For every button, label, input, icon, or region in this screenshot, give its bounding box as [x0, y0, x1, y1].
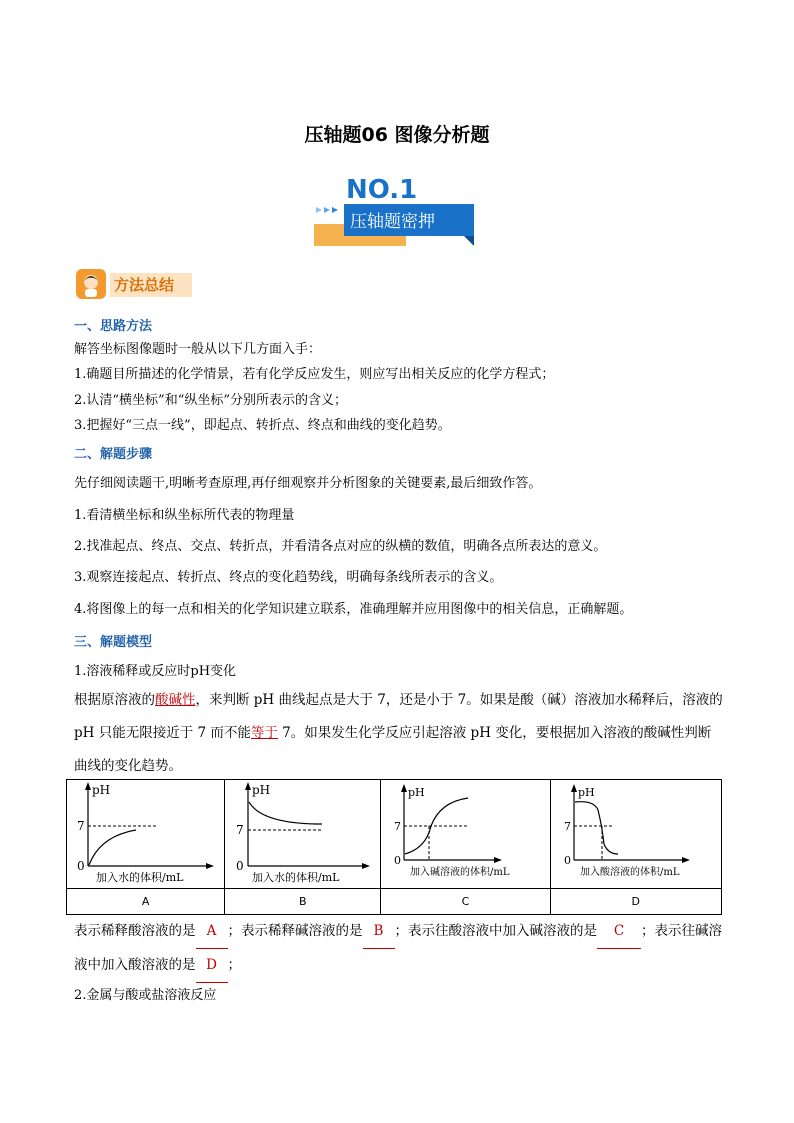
chart-a-zero: 0: [76, 859, 85, 873]
chart-c-letter: C: [381, 888, 549, 914]
banner-graphic: [314, 174, 480, 248]
s1-intro: 解答坐标图像题时一般从以下几方面入手：: [74, 342, 322, 357]
banner-no: NO.1: [346, 175, 418, 205]
page-title: 压轴题06 图像分析题: [304, 124, 490, 146]
heading-thinking-method: 一、思路方法: [74, 319, 153, 334]
chart-c-xlabel: 加入碱溶液的体积/mL: [410, 867, 510, 878]
ph-paragraph: 根据原溶液的酸碱性，来判断 pH 曲线起点是大于 7，还是小于 7。如果是酸（碱）溶液加水稀释后，溶液的 pH 只能无限接近于 7 而不能等于 7。如果发生化学反应引起溶液 pH 变化，要根据加入溶液的酸碱性判断曲线的变化趋势。: [74, 692, 723, 774]
chart-b: [232, 780, 374, 884]
chart-a-ylabel: pH: [91, 783, 110, 797]
chart-a: [74, 780, 218, 884]
chart-c-seven: 7: [394, 820, 402, 833]
chart-a-letter: A: [67, 888, 224, 914]
underline-acid-base: 酸碱性: [155, 692, 196, 708]
chart-c-ylabel: pH: [408, 786, 426, 799]
chart-b-seven: 7: [235, 823, 244, 837]
chart-cell-a: [67, 780, 225, 915]
s2-item-2: 2.找准起点、终点、交点、转折点，并看清各点对应的纵横的数值，明确各点所表达的意义。: [74, 539, 607, 554]
chart-c: [388, 780, 542, 884]
chart-d: [558, 780, 714, 884]
answer-blank-c: C: [597, 915, 641, 949]
heading-solving-model: 三、解题模型: [74, 635, 153, 650]
chart-b-letter: B: [225, 888, 380, 914]
underline-equal: 等于: [250, 725, 278, 741]
banner-label: 压轴题密押: [350, 212, 435, 232]
answer-blank-d: D: [196, 949, 228, 983]
s2-intro: 先仔细阅读题干,明晰考查原理,再仔细观察并分析图象的关键要素,最后细致作答。: [74, 476, 542, 491]
chart-d-seven: 7: [563, 820, 571, 833]
s2-item-3: 3.观察连接起点、转折点、终点的变化趋势线，明确每条线所表示的含义。: [74, 570, 503, 585]
chart-b-ylabel: pH: [251, 783, 270, 797]
chart-cell-d: [550, 780, 721, 915]
teacher-icon: [76, 269, 106, 299]
answer-blank-b: B: [363, 915, 395, 949]
heading-solving-steps: 二、解题步骤: [74, 447, 153, 462]
answer-paragraph: 表示稀释酸溶液的是 A ；表示稀释碱溶液的是 B ；表示往酸溶液中加入碱溶液的是 C ；表示往碱溶液中加入酸溶液的是 D ；: [74, 915, 724, 983]
no1-banner: [314, 174, 480, 248]
chart-cell-c: [381, 780, 550, 915]
chart-b-xlabel: 加入水的体积/mL: [251, 871, 340, 884]
chart-d-ylabel: pH: [577, 786, 595, 799]
chart-d-letter: D: [551, 888, 721, 914]
sub-heading-ph-change: 1.溶液稀释或反应时pH变化: [74, 664, 237, 679]
chart-d-xlabel: 加入酸溶液的体积/mL: [579, 867, 680, 878]
chart-cell-b: [225, 780, 381, 915]
s1-item-2: 2.认清“横坐标”和“纵坐标”分别所表示的含义；: [74, 393, 347, 408]
chart-b-zero: 0: [235, 859, 244, 873]
ph-charts-table: [66, 779, 722, 915]
s2-item-1: 1.看清横坐标和纵坐标所代表的物理量: [74, 508, 295, 523]
chart-d-zero: 0: [563, 854, 571, 867]
sub-heading-metal-reaction: 2.金属与酸或盐溶液反应: [74, 988, 217, 1003]
answer-blank-a: A: [196, 915, 228, 949]
s1-item-1: 1.确题目所描述的化学情景，若有化学反应发生，则应写出相关反应的化学方程式；: [74, 367, 555, 382]
s1-item-3: 3.把握好“三点一线”，即起点、转折点、终点和曲线的变化趋势。: [74, 418, 451, 433]
chart-c-zero: 0: [394, 854, 402, 867]
s2-item-4: 4.将图像上的每一点和相关的化学知识建立联系，准确理解并应用图像中的相关信息，正确解题。: [74, 602, 633, 617]
chart-a-seven: 7: [76, 819, 85, 833]
chart-a-xlabel: 加入水的体积/mL: [95, 871, 184, 884]
method-summary-label: 方法总结: [110, 273, 192, 297]
